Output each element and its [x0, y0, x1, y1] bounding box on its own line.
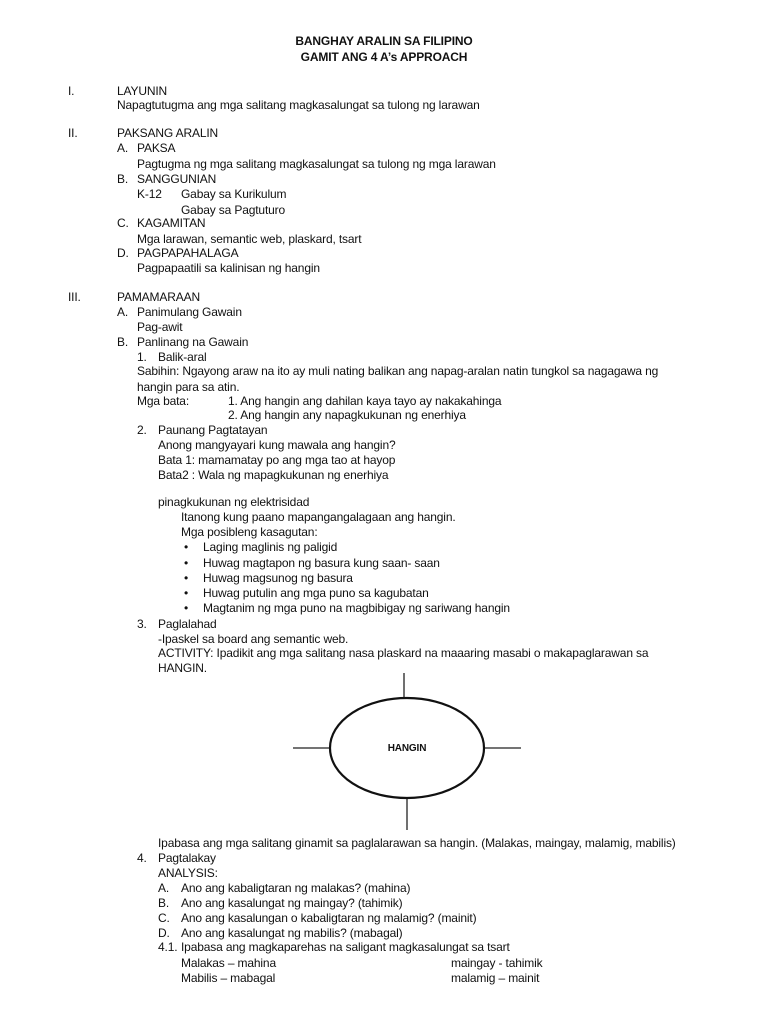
- body-text: K-12: [137, 187, 162, 201]
- body-text: Bata 1: mamamatay po ang mga tao at hayop: [158, 453, 396, 467]
- body-text: Gabay sa Pagtuturo: [181, 203, 286, 217]
- list-item: Huwag magtapon ng basura kung saan- saan: [203, 556, 440, 570]
- question-text: Ano ang kasalungat ng maingay? (tahimik): [181, 896, 403, 910]
- subheading: Panlinang na Gawain: [137, 335, 249, 349]
- body-text: ACTIVITY: Ipadikit ang mga salitang nasa plaskard na maaaring masabi o makapaglarawan sa: [158, 646, 649, 660]
- list-item: Huwag putulin ang mga puno sa kagubatan: [203, 586, 429, 600]
- section-heading: PAKSANG ARALIN: [117, 126, 219, 140]
- body-text: Mga posibleng kasagutan:: [181, 525, 318, 539]
- section-heading: PAMAMARAAN: [117, 290, 200, 304]
- question-text: Ano ang kabaligtaran ng malakas? (mahina): [181, 881, 411, 895]
- bullet-icon: •: [184, 540, 189, 554]
- section-number: I.: [68, 84, 75, 98]
- body-text: Itanong kung paano mapangangalagaan ang hangin.: [181, 510, 456, 524]
- list-letter: A.: [117, 141, 129, 155]
- body-text: Anong mangyayari kung mawala ang hangin?: [158, 438, 396, 452]
- body-text: Mga bata:: [137, 394, 190, 408]
- list-item: Magtanim ng mga puno na magbibigay ng sariwang hangin: [203, 601, 510, 615]
- pair-text: malamig – mainit: [451, 971, 540, 985]
- list-letter: A.: [158, 881, 170, 895]
- body-text: 2. Ang hangin any napagkukunan ng enerhiya: [228, 408, 466, 422]
- list-letter: B.: [158, 896, 170, 910]
- list-item: Huwag magsunog ng basura: [203, 571, 353, 585]
- list-letter: D.: [158, 926, 170, 940]
- body-text: -Ipaskel sa board ang semantic web.: [158, 632, 349, 646]
- step-number: 4.: [137, 851, 147, 865]
- body-text: HANGIN.: [158, 661, 207, 675]
- bullet-icon: •: [184, 586, 189, 600]
- step-heading: Pagtalakay: [158, 851, 216, 865]
- doc-subtitle: GAMIT ANG 4 A’s APPROACH: [300, 50, 468, 64]
- body-text: Ipabasa ang mga salitang ginamit sa paglalarawan sa hangin. (Malakas, maingay, malamig, mabilis): [158, 836, 676, 850]
- bullet-icon: •: [184, 556, 189, 570]
- body-text: Pag-awit: [137, 320, 183, 334]
- section-heading: LAYUNIN: [117, 84, 168, 98]
- body-text: Ipabasa ang magkaparehas na saligant magkasalungat sa tsart: [181, 940, 510, 954]
- doc-title: BANGHAY ARALIN SA FILIPINO: [295, 34, 473, 48]
- question-text: Ano ang kasalungat ng mabilis? (mabagal): [181, 926, 403, 940]
- subheading: SANGGUNIAN: [137, 172, 217, 186]
- list-number: 4.1.: [158, 940, 178, 954]
- body-text: Mga larawan, semantic web, plaskard, tsart: [137, 232, 362, 246]
- list-letter: C.: [117, 216, 129, 230]
- list-letter: C.: [158, 911, 170, 925]
- bullet-icon: •: [184, 571, 189, 585]
- body-text: Pagtugma ng mga salitang magkasalungat sa tulong ng mga larawan: [137, 157, 496, 171]
- list-letter: B.: [117, 335, 129, 349]
- subheading: Panimulang Gawain: [137, 305, 242, 319]
- step-number: 3.: [137, 617, 147, 631]
- body-text: Pagpapaatili sa kalinisan ng hangin: [137, 261, 320, 275]
- body-text: ANALYSIS:: [158, 866, 218, 880]
- list-letter: D.: [117, 246, 129, 260]
- list-item: Laging maglinis ng paligid: [203, 540, 338, 554]
- section-number: III.: [68, 290, 81, 304]
- bullet-icon: •: [184, 601, 189, 615]
- step-number: 2.: [137, 423, 147, 437]
- body-text: pinagkukunan ng elektrisidad: [158, 495, 310, 509]
- subheading: PAGPAPAHALAGA: [137, 246, 239, 260]
- step-heading: Balik-aral: [158, 350, 207, 364]
- objective-text: Napagtutugma ang mga salitang magkasalungat sa tulong ng larawan: [117, 98, 480, 112]
- body-text: Sabihin: Ngayong araw na ito ay muli nating balikan ang napag-aralan natin tungkol sa nagagawa ng: [137, 364, 659, 378]
- list-letter: A.: [117, 305, 129, 319]
- body-text: Gabay sa Kurikulum: [181, 187, 287, 201]
- web-center-label: HANGIN: [387, 743, 427, 754]
- body-text: hangin para sa atin.: [137, 380, 240, 394]
- list-letter: B.: [117, 172, 129, 186]
- question-text: Ano ang kasalungan o kabaligtaran ng malamig? (mainit): [181, 911, 477, 925]
- subheading: PAKSA: [137, 141, 176, 155]
- subheading: KAGAMITAN: [137, 216, 206, 230]
- body-text: 1. Ang hangin ang dahilan kaya tayo ay nakakahinga: [228, 394, 502, 408]
- step-heading: Paunang Pagtatayan: [158, 423, 268, 437]
- section-number: II.: [68, 126, 78, 140]
- step-number: 1.: [137, 350, 147, 364]
- pair-text: maingay - tahimik: [451, 956, 543, 970]
- body-text: Bata2 : Wala ng mapagkukunan ng enerhiya: [158, 468, 389, 482]
- pair-text: Malakas – mahina: [181, 956, 276, 970]
- step-heading: Paglalahad: [158, 617, 217, 631]
- pair-text: Mabilis – mabagal: [181, 971, 276, 985]
